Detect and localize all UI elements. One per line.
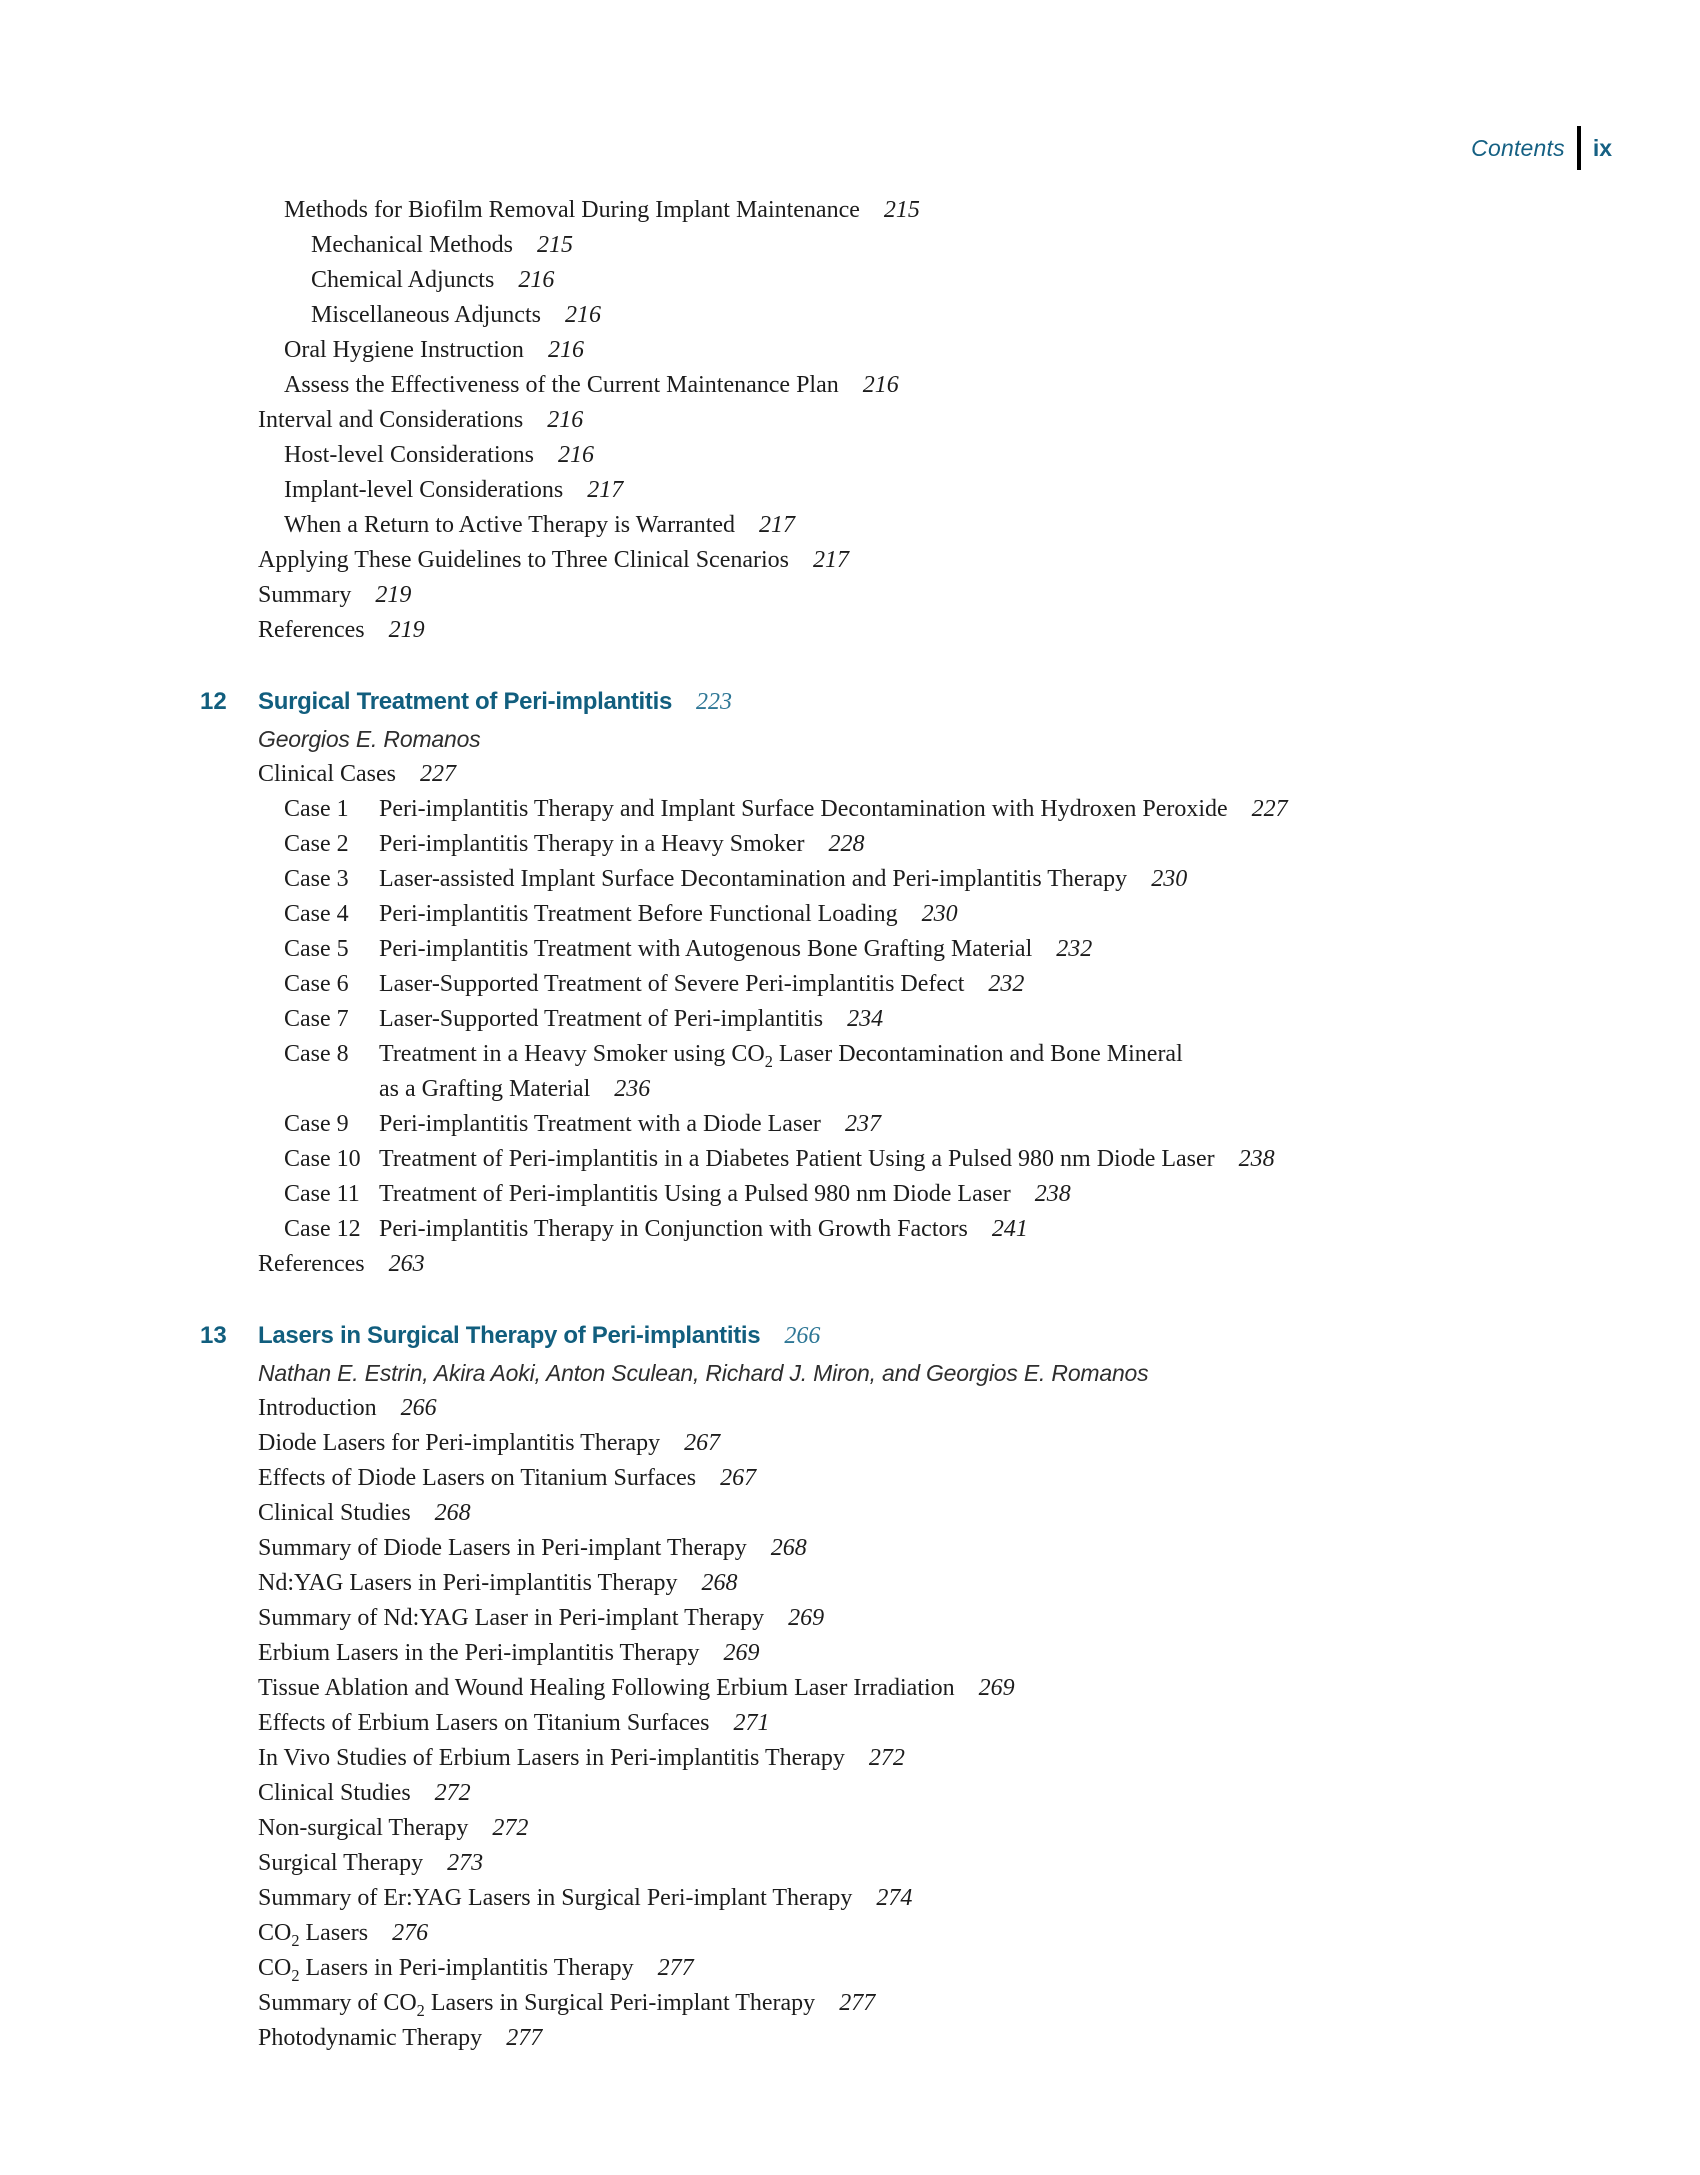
toc-entry	[258, 932, 1620, 967]
toc-entry	[258, 757, 1620, 792]
chapter-page: 266	[784, 1323, 821, 1349]
toc-entry	[258, 438, 1620, 473]
entry-text	[284, 193, 920, 228]
entry-page: 268	[770, 1535, 807, 1561]
entry-text	[258, 1671, 1015, 1706]
toc-entry	[258, 228, 1620, 263]
case-label: Case 10	[284, 1146, 361, 1172]
toc-entry	[258, 897, 1620, 932]
entry-title: References	[258, 617, 365, 643]
chapter-13-entries	[258, 1391, 1620, 2056]
toc-entry	[258, 578, 1620, 613]
entry-page: 238	[1238, 1146, 1275, 1172]
entry-title: Interval and Considerations	[258, 407, 524, 433]
entry-page: 216	[547, 337, 584, 363]
entry-page: 215	[883, 197, 920, 223]
entry-text	[284, 438, 594, 473]
entry-title: $CO_2$ Lasers in Peri-implantitis Therapy	[258, 1955, 634, 1985]
entry-title: In Vivo Studies of Erbium Lasers in Peri-implantitis Therapy	[258, 1745, 845, 1771]
entry-text	[258, 2021, 542, 2056]
toc-entry	[258, 333, 1620, 368]
entry-page: 268	[701, 1570, 738, 1596]
entry-page: 234	[847, 1006, 884, 1032]
entry-title: Nd:YAG Lasers in Peri-implantitis Therapy	[258, 1570, 678, 1596]
entry-text	[379, 897, 958, 932]
toc-entry	[258, 298, 1620, 333]
toc-entry	[258, 508, 1620, 543]
toc-main	[200, 193, 1620, 2056]
entry-page: 228	[828, 831, 865, 857]
toc-entry	[258, 543, 1620, 578]
entry-text	[258, 757, 456, 792]
toc-entry	[258, 1142, 1620, 1177]
entry-text	[379, 1177, 1071, 1212]
entry-title: Diode Lasers for Peri-implantitis Therapy	[258, 1430, 661, 1456]
entry-page: 227	[1251, 796, 1288, 822]
entry-text	[258, 1776, 471, 1811]
entry-page: 269	[788, 1605, 825, 1631]
entry-text	[258, 1391, 437, 1426]
case-label: Case 7	[284, 1006, 349, 1032]
entry-title: Host-level Considerations	[284, 442, 534, 468]
toc-entry	[258, 2021, 1620, 2056]
chapter-title: Lasers in Surgical Therapy of Peri-implantitis	[258, 1322, 761, 1349]
entry-title: Miscellaneous Adjuncts	[311, 302, 541, 328]
entry-text	[379, 967, 1024, 1002]
toc-entry	[258, 1247, 1620, 1282]
case-label: Case 8	[284, 1041, 349, 1067]
entry-text	[379, 1037, 1183, 1107]
chapter-12-entries	[258, 757, 1620, 1282]
entry-title: Implant-level Considerations	[284, 477, 564, 503]
entry-title: Chemical Adjuncts	[311, 267, 495, 293]
entry-page: 216	[564, 302, 601, 328]
entry-page: 272	[868, 1745, 905, 1771]
entry-text	[258, 1601, 824, 1636]
toc-entry	[258, 1811, 1620, 1846]
toc-entry	[258, 1531, 1620, 1566]
entry-page: 227	[419, 761, 456, 787]
entry-text	[258, 1426, 720, 1461]
entry-page: 216	[862, 372, 899, 398]
case-label: Case 11	[284, 1181, 360, 1207]
toc-entry	[258, 1601, 1620, 1636]
entry-page: 277	[657, 1955, 694, 1981]
entry-text	[311, 298, 601, 333]
page-header	[1471, 126, 1612, 170]
case-label: Case 1	[284, 796, 349, 822]
entry-page: 277	[506, 2025, 543, 2051]
entry-title: Summary	[258, 582, 352, 608]
toc-entry	[258, 1177, 1620, 1212]
entry-title: Summary of Nd:YAG Laser in Peri-implant Therapy	[258, 1605, 765, 1631]
entry-title: Peri-implantitis Therapy in Conjunction with Growth Factors	[379, 1216, 968, 1242]
entry-text	[379, 1107, 881, 1142]
entry-page: 232	[988, 971, 1025, 997]
entry-page: 272	[434, 1780, 471, 1806]
entry-title: Clinical Cases	[258, 761, 396, 787]
entry-text	[379, 827, 864, 862]
chapter-authors: Nathan E. Estrin, Akira Aoki, Anton Sculean, Richard J. Miron, and Georgios E. Romanos	[258, 1360, 1149, 1386]
entry-title: Tissue Ablation and Wound Healing Following Erbium Laser Irradiation	[258, 1675, 955, 1701]
toc-entry	[258, 1107, 1620, 1142]
entry-title: When a Return to Active Therapy is Warranted	[284, 512, 736, 538]
entry-title: Peri-implantitis Therapy and Implant Surface Decontamination with Hydroxen Peroxide	[379, 796, 1228, 822]
toc-entry	[258, 1461, 1620, 1496]
toc-entry	[258, 967, 1620, 1002]
entry-title: Mechanical Methods	[311, 232, 513, 258]
toc-entry	[258, 1426, 1620, 1461]
entry-page: 236	[614, 1076, 651, 1102]
case-label: Case 6	[284, 971, 349, 997]
entry-title: Introduction	[258, 1395, 377, 1421]
entry-text	[258, 543, 849, 578]
entry-page: 230	[921, 901, 958, 927]
toc-entry	[258, 1391, 1620, 1426]
toc-entry	[258, 1212, 1620, 1247]
entry-page: 273	[447, 1850, 484, 1876]
entry-title: Effects of Erbium Lasers on Titanium Surfaces	[258, 1710, 710, 1736]
entry-text	[258, 1846, 483, 1881]
entry-title: Clinical Studies	[258, 1780, 411, 1806]
entry-text	[284, 508, 795, 543]
entry-title: Treatment of Peri-implantitis Using a Pulsed 980 nm Diode Laser	[379, 1181, 1011, 1207]
entry-title: Oral Hygiene Instruction	[284, 337, 524, 363]
toc-entry	[258, 1776, 1620, 1811]
case-label: Case 4	[284, 901, 349, 927]
entry-title: Treatment in a Heavy Smoker using $CO_2$ Laser Decontamination and Bone Mineral as a Grafting Material	[379, 1041, 1183, 1102]
entry-page: 216	[547, 407, 584, 433]
entry-text	[258, 1496, 471, 1531]
entry-title: Erbium Lasers in the Peri-implantitis Therapy	[258, 1640, 700, 1666]
entry-text	[379, 792, 1288, 827]
toc-entry	[258, 1002, 1620, 1037]
toc-entry	[258, 193, 1620, 228]
entry-page: 271	[733, 1710, 770, 1736]
toc-entry	[258, 1566, 1620, 1601]
entry-page: 267	[720, 1465, 757, 1491]
entry-page: 268	[434, 1500, 471, 1526]
chapter-heading	[200, 684, 1620, 722]
header-divider	[1577, 126, 1581, 170]
entry-title: Surgical Therapy	[258, 1850, 424, 1876]
entry-page: 217	[587, 477, 624, 503]
entry-page: 232	[1056, 936, 1093, 962]
entry-text	[258, 1706, 769, 1741]
entry-page: 238	[1034, 1181, 1071, 1207]
entry-page: 241	[991, 1216, 1028, 1242]
entry-text	[379, 932, 1092, 967]
entry-page: 215	[536, 232, 573, 258]
entry-text	[258, 1986, 875, 2021]
entry-title: Summary of Er:YAG Lasers in Surgical Peri-implant Therapy	[258, 1885, 853, 1911]
toc-entry	[258, 1037, 1620, 1107]
entry-text	[258, 1247, 425, 1282]
entry-text	[311, 228, 573, 263]
entry-text	[258, 1636, 759, 1671]
toc-entry	[258, 368, 1620, 403]
toc-entry	[258, 1496, 1620, 1531]
chapter-page: 223	[696, 689, 733, 715]
entry-page: 219	[388, 617, 425, 643]
entry-title: Summary of Diode Lasers in Peri-implant Therapy	[258, 1535, 747, 1561]
entry-page: 219	[375, 582, 412, 608]
entry-page: 276	[392, 1920, 429, 1946]
entry-title: Peri-implantitis Treatment with Autogenous Bone Grafting Material	[379, 936, 1033, 962]
entry-title: Non-surgical Therapy	[258, 1815, 469, 1841]
chapter-authors: Georgios E. Romanos	[258, 726, 481, 752]
toc-entry	[258, 613, 1620, 648]
toc-entry	[258, 792, 1620, 827]
entry-title: Clinical Studies	[258, 1500, 411, 1526]
entry-title: Peri-implantitis Treatment with a Diode Laser	[379, 1111, 821, 1137]
entry-title: Laser-Supported Treatment of Severe Peri-implantitis Defect	[379, 971, 965, 997]
entry-title: Effects of Diode Lasers on Titanium Surfaces	[258, 1465, 697, 1491]
case-label: Case 5	[284, 936, 349, 962]
entry-text	[379, 862, 1187, 897]
case-label: Case 2	[284, 831, 349, 857]
entry-page: 277	[839, 1990, 876, 2016]
entry-page: 269	[978, 1675, 1015, 1701]
entry-page: 217	[813, 547, 849, 573]
entry-text	[258, 1811, 528, 1846]
toc-entry	[258, 1916, 1620, 1951]
chapter-heading	[200, 1318, 1620, 1356]
toc-entry	[258, 263, 1620, 298]
chapter-13-block	[200, 1318, 1620, 2056]
entry-text	[284, 368, 899, 403]
entry-title: Treatment of Peri-implantitis in a Diabetes Patient Using a Pulsed 980 nm Diode Laser	[379, 1146, 1215, 1172]
entry-title: Assess the Effectiveness of the Current Maintenance Plan	[284, 372, 839, 398]
entry-title: References	[258, 1251, 365, 1277]
toc-section-continuation	[258, 193, 1620, 648]
entry-title: $CO_2$ Lasers	[258, 1920, 369, 1950]
entry-text	[284, 333, 584, 368]
entry-text	[258, 613, 425, 648]
entry-text	[258, 403, 583, 438]
entry-page: 216	[518, 267, 555, 293]
entry-text	[284, 473, 623, 508]
toc-entry	[258, 1706, 1620, 1741]
toc-entry	[258, 403, 1620, 438]
entry-text	[379, 1212, 1028, 1247]
entry-text	[311, 263, 554, 298]
entry-page: 274	[876, 1885, 913, 1911]
toc-entry	[258, 473, 1620, 508]
entry-page: 266	[400, 1395, 437, 1421]
toc-entry	[258, 1636, 1620, 1671]
toc-entry	[258, 1951, 1620, 1986]
case-label: Case 3	[284, 866, 349, 892]
toc-entry	[258, 827, 1620, 862]
chapter-number: 13	[200, 1322, 227, 1349]
entry-text	[379, 1142, 1275, 1177]
contents-running-title: Contents	[1471, 134, 1565, 161]
toc-entry	[258, 862, 1620, 897]
entry-page: 272	[492, 1815, 529, 1841]
entry-text	[379, 1002, 883, 1037]
toc-entry	[258, 1846, 1620, 1881]
case-label: Case 9	[284, 1111, 349, 1137]
entry-page: 216	[557, 442, 594, 468]
entry-title: Summary of $CO_2$ Lasers in Surgical Peri-implant Therapy	[258, 1990, 816, 2020]
entry-text	[258, 1916, 428, 1951]
toc-entry	[258, 1741, 1620, 1776]
entry-title: Methods for Biofilm Removal During Implant Maintenance	[284, 197, 860, 223]
entry-page: 263	[388, 1251, 425, 1277]
entry-page: 267	[684, 1430, 721, 1456]
case-label: Case 12	[284, 1216, 361, 1242]
entry-title: Peri-implantitis Treatment Before Functional Loading	[379, 901, 898, 927]
toc-entry	[258, 1671, 1620, 1706]
entry-title: Laser-Supported Treatment of Peri-implantitis	[379, 1006, 824, 1032]
entry-page: 237	[844, 1111, 881, 1137]
entry-page: 269	[723, 1640, 760, 1666]
toc-entry	[258, 1881, 1620, 1916]
entry-title: Peri-implantitis Therapy in a Heavy Smoker	[379, 831, 805, 857]
chapter-12-block	[200, 684, 1620, 1282]
entry-text	[258, 1951, 694, 1986]
entry-text	[258, 1741, 905, 1776]
folio-page-number: ix	[1592, 134, 1612, 161]
chapter-number: 12	[200, 688, 227, 715]
entry-text	[258, 1881, 912, 1916]
entry-text	[258, 1531, 807, 1566]
entry-text	[258, 578, 411, 613]
entry-title: Laser-assisted Implant Surface Decontamination and Peri-implantitis Therapy	[379, 866, 1128, 892]
entry-text	[258, 1461, 756, 1496]
entry-page: 230	[1151, 866, 1188, 892]
entry-text	[258, 1566, 737, 1601]
entry-title: Applying These Guidelines to Three Clinical Scenarios	[258, 547, 789, 573]
toc-entry	[258, 1986, 1620, 2021]
chapter-title: Surgical Treatment of Peri-implantitis	[258, 688, 673, 715]
entry-page: 217	[759, 512, 796, 538]
entry-title: Photodynamic Therapy	[258, 2025, 483, 2051]
